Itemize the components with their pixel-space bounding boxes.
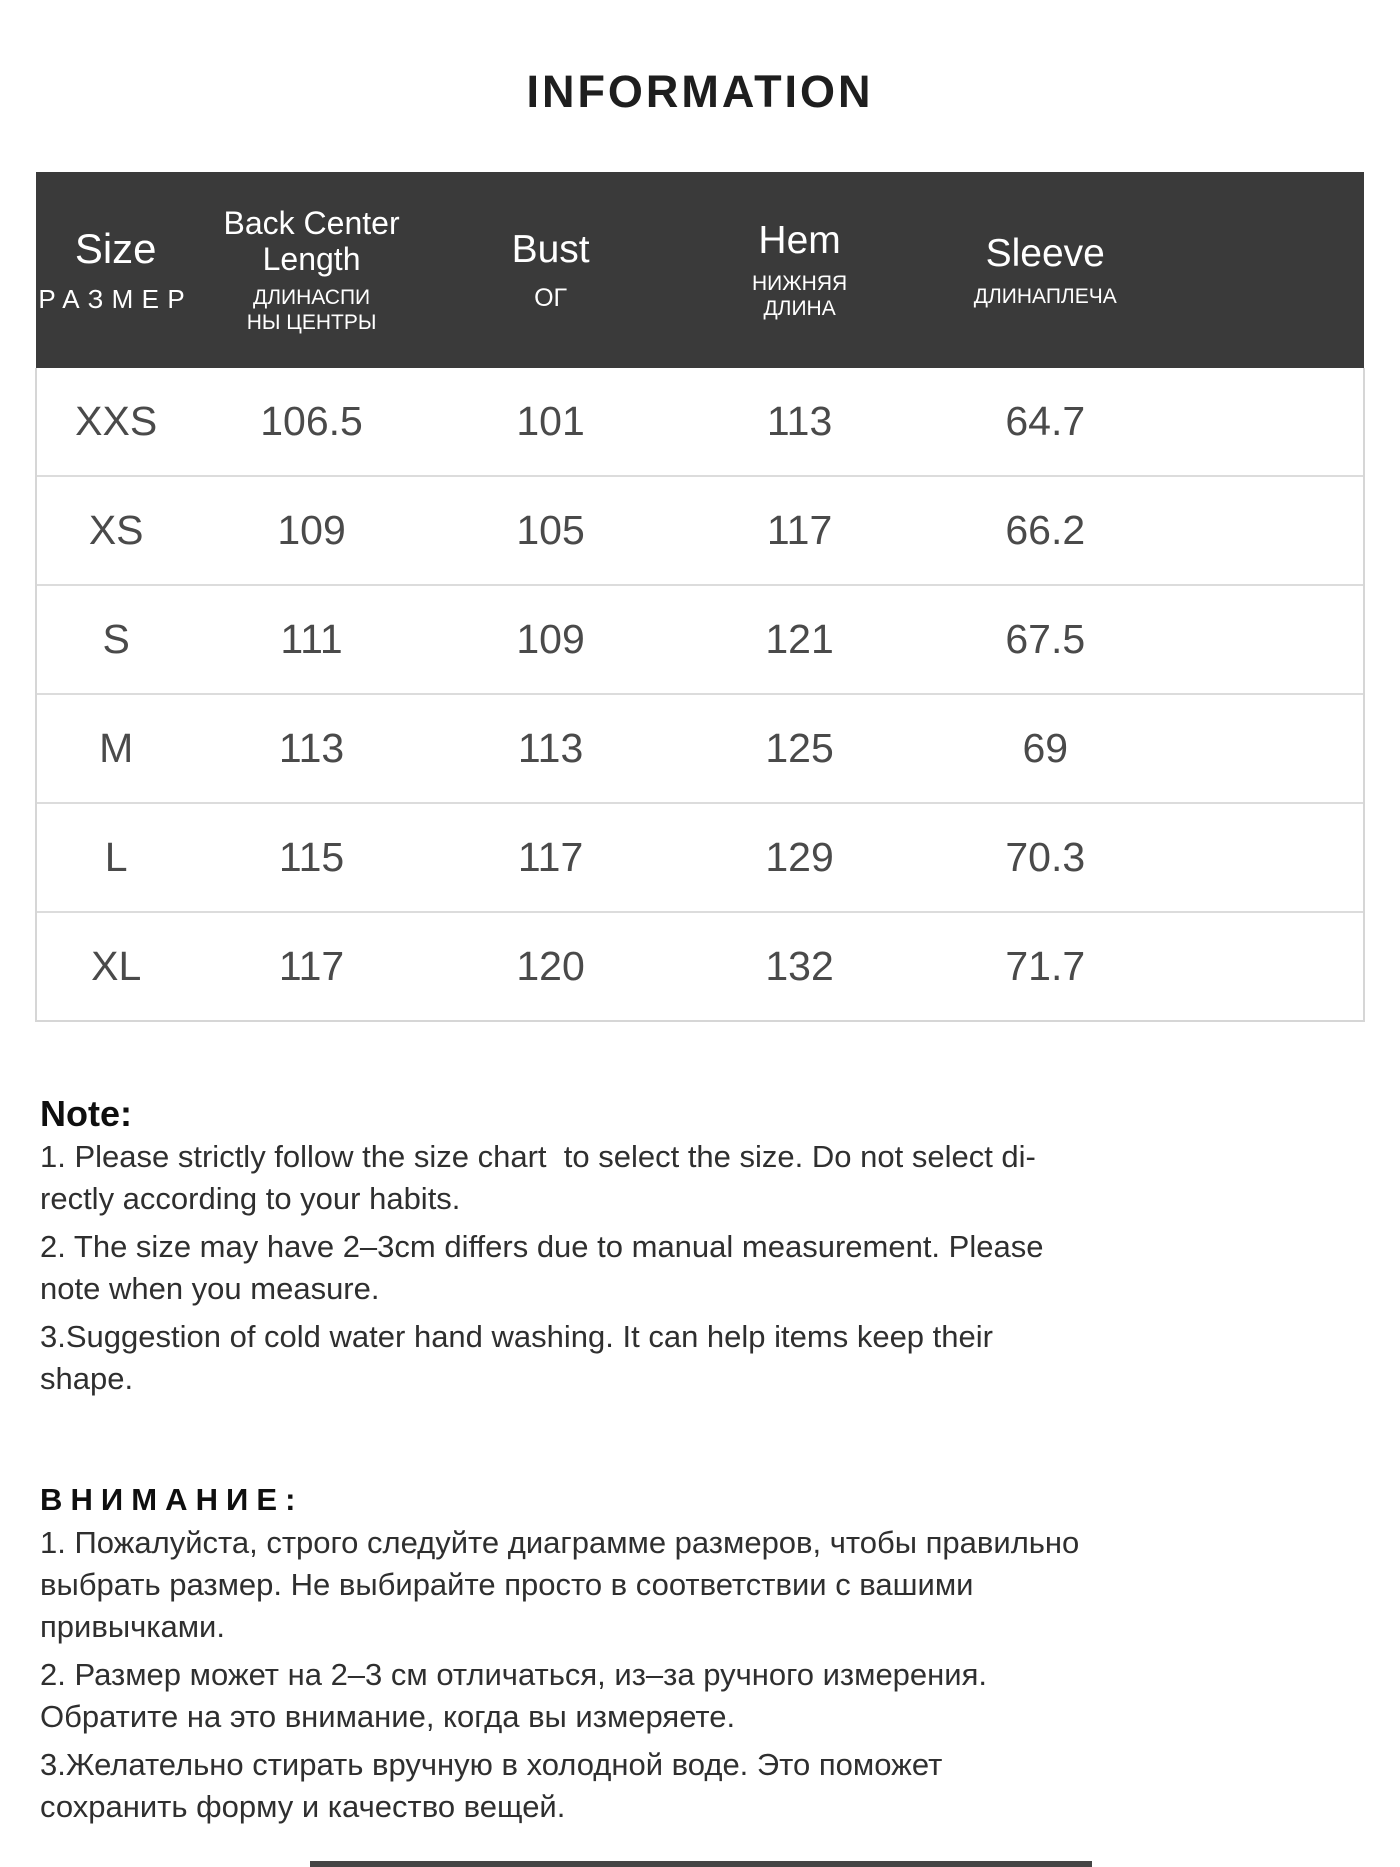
table-row [36,476,1364,585]
size-cell: L [36,803,195,912]
bust-cell: 113 [428,694,674,803]
spacer-cell [1165,585,1364,694]
hem-cell: 129 [673,803,925,912]
note-paragraph [40,1136,1360,1220]
bottom-edge-artifact [310,1861,1092,1867]
note-paragraphs-ru [40,1522,1360,1828]
sleeve-cell: 66.2 [926,476,1165,585]
header-hem-ru-line2: ДЛИНА [763,297,836,320]
header-sleeve-en: Sleeve [985,231,1105,275]
note-line: выбрать размер. Не выбирайте просто в соответствии с вашими [40,1567,974,1602]
header-back-center-length [195,172,427,368]
hem-cell: 132 [673,912,925,1021]
bust-cell: 109 [428,585,674,694]
note-paragraph [40,1316,1360,1400]
size-cell: M [36,694,195,803]
attention-heading: ВНИМАНИЕ: [40,1482,304,1517]
hem-cell: 121 [673,585,925,694]
size-table [35,172,1365,1022]
hem-cell: 125 [673,694,925,803]
note-line: сохранить форму и качество вещей. [40,1789,566,1824]
note-line: note when you measure. [40,1271,380,1306]
note-paragraph [40,1522,1360,1648]
note-line: 1. Please strictly follow the size chart to select the size. Do not select di- [40,1139,1036,1174]
sleeve-cell: 71.7 [926,912,1165,1021]
table-row [36,368,1364,476]
header-sleeve [926,172,1165,368]
size-cell: XS [36,476,195,585]
bust-cell: 101 [428,368,674,476]
spacer-cell [1165,476,1364,585]
header-hem-ru-line1: НИЖНЯЯ [752,272,848,295]
back-center-length-cell: 117 [195,912,427,1021]
table-header [36,172,1364,368]
header-sleeve-ru: ДЛИНАПЛЕЧА [973,284,1117,308]
note-heading: Note: [40,1093,132,1134]
header-bcl-ru-line2: НЫ ЦЕНТРЫ [246,311,377,334]
note-paragraph [40,1654,1360,1738]
note-section-en [40,1092,1360,1400]
back-center-length-cell: 106.5 [195,368,427,476]
header-spacer [1165,172,1364,368]
header-bcl-en-line1: Back Center [223,205,400,241]
table-row [36,694,1364,803]
spacer-cell [1165,694,1364,803]
size-cell: XXS [36,368,195,476]
size-cell: XL [36,912,195,1021]
note-line: 2. Размер может на 2–3 см отличаться, из–за ручного измерения. [40,1657,987,1692]
hem-cell: 117 [673,476,925,585]
back-center-length-cell: 111 [195,585,427,694]
bust-cell: 105 [428,476,674,585]
note-line: 2. The size may have 2–3cm differs due to manual measurement. Please [40,1229,1044,1264]
spacer-cell [1165,912,1364,1021]
header-bcl-en-line2: Length [262,241,361,277]
size-table-container [35,172,1365,1022]
note-line: shape. [40,1361,134,1396]
sleeve-cell: 70.3 [926,803,1165,912]
header-hem-en: Hem [758,219,841,262]
spacer-cell [1165,803,1364,912]
note-paragraph [40,1226,1360,1310]
note-section-ru [40,1478,1360,1828]
note-line: 3.Желательно стирать вручную в холодной воде. Это поможет [40,1747,943,1782]
note-paragraph [40,1744,1360,1828]
sleeve-cell: 69 [926,694,1165,803]
bust-cell: 117 [428,803,674,912]
table-body [36,368,1364,1021]
note-line: 1. Пожалуйста, строго следуйте диаграмме размеров, чтобы правильно [40,1525,1080,1560]
header-size [36,172,195,368]
header-hem [673,172,925,368]
bust-cell: 120 [428,912,674,1021]
table-row [36,912,1364,1021]
table-row [36,803,1364,912]
header-bust [428,172,674,368]
note-line: 3.Suggestion of cold water hand washing. It can help items keep their [40,1319,993,1354]
hem-cell: 113 [673,368,925,476]
header-bcl-ru-line1: ДЛИНАСПИ [252,286,371,309]
size-cell: S [36,585,195,694]
back-center-length-cell: 113 [195,694,427,803]
header-size-ru: РАЗМЕР [38,283,193,314]
note-line: привычками. [40,1609,225,1644]
sleeve-cell: 67.5 [926,585,1165,694]
sleeve-cell: 64.7 [926,368,1165,476]
header-size-en: Size [74,224,157,272]
back-center-length-cell: 109 [195,476,427,585]
note-line: Обратите на это внимание, когда вы измеряете. [40,1699,736,1734]
header-bust-en: Bust [511,227,590,271]
note-paragraphs-en [40,1136,1360,1400]
back-center-length-cell: 115 [195,803,427,912]
table-header-row [36,172,1364,368]
table-row [36,585,1364,694]
spacer-cell [1165,368,1364,476]
header-bust-ru: ОГ [534,283,568,312]
note-line: rectly according to your habits. [40,1181,461,1216]
page-title: INFORMATION [526,66,874,117]
